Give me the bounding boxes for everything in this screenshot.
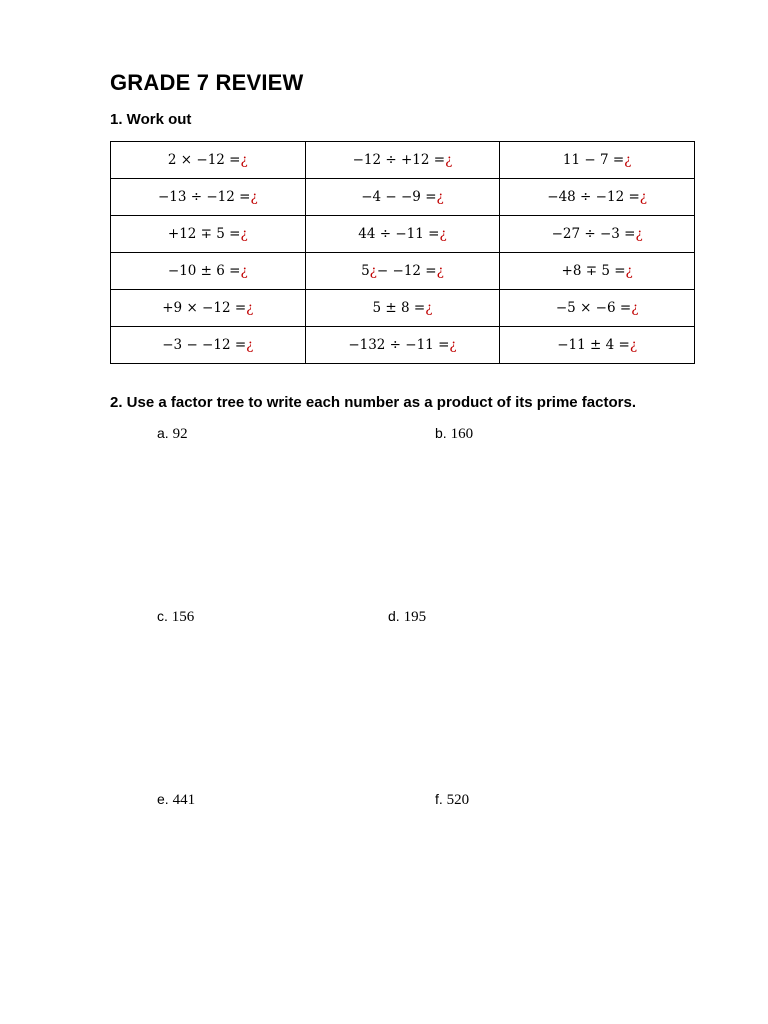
answer-mark: ¿ xyxy=(624,152,632,168)
expression-text: 11 − 7 = xyxy=(562,152,625,168)
expression-cell xyxy=(500,179,695,216)
expression-text: −11 ± 4 = xyxy=(557,337,630,353)
table-row xyxy=(111,253,695,290)
expression-text: −12 ÷ +12 = xyxy=(352,152,446,168)
item-number: 441 xyxy=(172,792,196,808)
expression-text: −48 ÷ −12 = xyxy=(547,189,640,205)
expression-cell xyxy=(305,216,500,253)
factor-item-f xyxy=(435,791,469,809)
answer-mark: ¿ xyxy=(240,263,248,279)
item-label: e. xyxy=(157,791,169,807)
item-label: f. xyxy=(435,791,443,807)
table-row xyxy=(111,142,695,179)
expression-cell xyxy=(305,290,500,327)
expression-cell xyxy=(111,253,306,290)
expression-cell xyxy=(111,290,306,327)
expression-cell xyxy=(500,290,695,327)
expression-text: −3 − −12 = xyxy=(162,337,247,353)
answer-mark: ¿ xyxy=(240,152,248,168)
expression-text: 44 ÷ −11 = xyxy=(358,226,440,242)
expression-text: −10 ± 6 = xyxy=(167,263,241,279)
expression-text: −132 ÷ −11 = xyxy=(348,337,450,353)
factor-item-c xyxy=(157,608,194,626)
expression-cell xyxy=(111,142,306,179)
expression-text-continued: − −12 = xyxy=(376,263,437,279)
table-row xyxy=(111,179,695,216)
table-row xyxy=(111,216,695,253)
expression-text: −4 − −9 = xyxy=(361,189,437,205)
table-row xyxy=(111,327,695,364)
answer-mark: ¿ xyxy=(425,300,433,316)
expression-cell xyxy=(500,253,695,290)
answer-mark: ¿ xyxy=(635,226,643,242)
expression-cell xyxy=(500,216,695,253)
item-label: c. xyxy=(157,608,168,624)
item-number: 160 xyxy=(450,426,474,442)
answer-mark: ¿ xyxy=(631,300,639,316)
expression-cell xyxy=(305,179,500,216)
expression-cell xyxy=(305,142,500,179)
expression-text: 2 × −12 = xyxy=(167,152,241,168)
item-number: 156 xyxy=(171,609,195,625)
answer-mark: ¿ xyxy=(449,337,457,353)
question-1-heading: 1. Work out xyxy=(110,111,192,128)
page-title: GRADE 7 REVIEW xyxy=(110,70,304,95)
expression-cell xyxy=(500,327,695,364)
expression-text: −27 ÷ −3 = xyxy=(551,226,636,242)
item-label: d. xyxy=(388,608,400,624)
expression-cell xyxy=(500,142,695,179)
expression-cell xyxy=(305,327,500,364)
factor-item-e xyxy=(157,791,195,809)
answer-mark: ¿ xyxy=(246,300,254,316)
factor-item-b xyxy=(435,425,473,443)
answer-mark: ¿ xyxy=(250,189,258,205)
inline-mark: ¿ xyxy=(369,263,377,279)
expression-text: +12 ∓ 5 = xyxy=(167,226,241,242)
expression-text: +9 × −12 = xyxy=(162,300,247,316)
table-row xyxy=(111,290,695,327)
answer-mark: ¿ xyxy=(436,189,444,205)
factor-item-a xyxy=(157,425,188,443)
item-label: a. xyxy=(157,425,169,441)
answer-mark: ¿ xyxy=(445,152,453,168)
item-number: 520 xyxy=(446,792,470,808)
expression-text: +8 ∓ 5 = xyxy=(561,263,626,279)
answer-mark: ¿ xyxy=(439,226,447,242)
answer-mark: ¿ xyxy=(639,189,648,205)
answer-mark: ¿ xyxy=(625,263,633,279)
answer-mark: ¿ xyxy=(436,263,444,279)
question-2-heading: 2. Use a factor tree to write each number as a product of its prime factors. xyxy=(110,394,636,411)
answer-mark: ¿ xyxy=(246,337,254,353)
answer-mark: ¿ xyxy=(629,337,638,353)
expression-cell xyxy=(305,253,500,290)
work-out-table xyxy=(110,141,695,364)
item-label: b. xyxy=(435,425,447,441)
expression-text: 5 ± 8 = xyxy=(372,300,426,316)
expression-text: −13 ÷ −12 = xyxy=(157,189,251,205)
answer-mark: ¿ xyxy=(240,226,248,242)
expression-text: 5 xyxy=(361,263,370,279)
factor-item-d xyxy=(388,608,426,626)
expression-text: −5 × −6 = xyxy=(555,300,632,316)
expression-cell xyxy=(111,216,306,253)
item-number: 92 xyxy=(172,426,188,442)
expression-cell xyxy=(111,179,306,216)
expression-cell xyxy=(111,327,306,364)
item-number: 195 xyxy=(403,609,427,625)
